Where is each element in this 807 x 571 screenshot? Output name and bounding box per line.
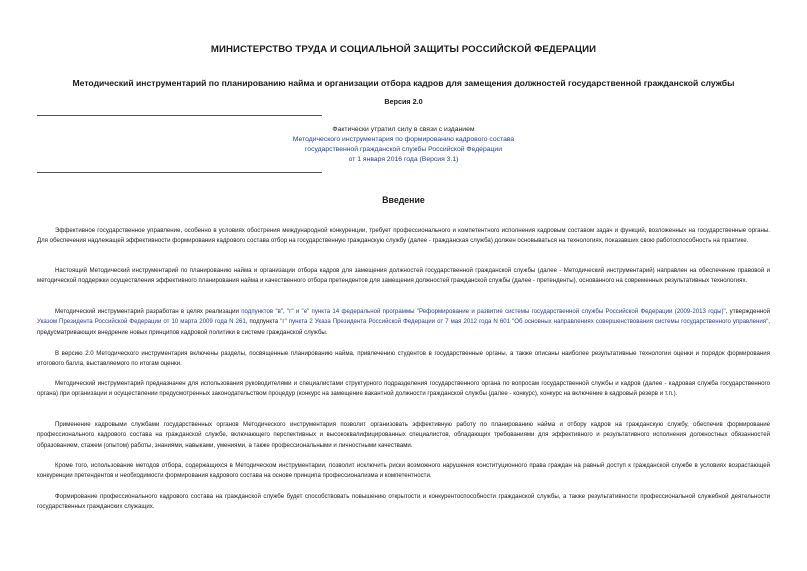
paragraph-5: Методический инструментарий предназначен для использования руководителями и специалистами структурного подразделения государственного органа по вопросам государственной службы и кадров (далее - кадровая служба государственного органа) при организации и осуществлении предусмотренных законодательством процедур (конкурс на замещение вакантной должности гражданской службы (далее - конкурс), конкурс на включение в кадровый резерв и т.п.). (37, 380, 770, 398)
paragraph-7: Кроме того, использование методов отбора, содержащихся в Методическом инструментарии, позволит исключить риски возможного нарушения конституционного права граждан на равный доступ к гражданской службе в условиях возрастающей конкуренции претендентов и необходимости формирования кадрового состава на основе принципа профессионализма и компетентности. (37, 462, 770, 480)
p3-text-c: , подпункта (245, 318, 281, 326)
note-link-line3[interactable]: от 1 января 2016 года (Версия 3.1) (348, 156, 459, 163)
note-text: Фактически утратил силу в связи с изданием (332, 126, 475, 133)
paragraph-1: Эффективное государственное управление, особенно в условиях обострения международной конкуренции, требует профессионального и компетентного исполнения кадровым составом задач и функций, возложенных на государственные органы. Для обеспечения надлежащей эффективности формирования кадрового состава отбор на государственную гражданскую службу (далее - гражданская служба) должен основываться на технологиях, показавших свою работоспособность на практике. (37, 227, 770, 245)
divider-top (37, 115, 322, 116)
note-link-line2[interactable]: государственной гражданской службы Российской Федерации (304, 146, 503, 153)
version-label: Версия 2.0 (384, 97, 423, 106)
program-link[interactable]: подпунктов "в", "г" и "е" пункта 14 федеральной программы "Реформирование и развитие системы государственной службы Российской Федерации (2009-2013 годы)" (241, 308, 726, 315)
paragraph-8: Формирование профессионального кадрового состава на гражданской службе будет способствовать повышению открытости и конкурентоспособности гражданской службы, а также результативности профессиональной служебной деятельности государственных гражданских служащих. (37, 493, 770, 511)
paragraph-6: Применение кадровыми службами государственных органов Методического инструментария позволит организовать эффективную работу по планированию найма и отбору кадров на гражданскую службу, обеспечив формирование профессионального кадрового состава на гражданской службе, включающего перспективных и высококвалифицированных специалистов, обладающих требованиями для эффективного и результативного исполнения должностных обязанностей образованием, стажем (опытом) работы, знаниями, навыками, умениями, а также профессиональными и личностными качествами. (37, 421, 770, 449)
document-title: Методический инструментарий по планированию найма и организации отбора кадров для замещения должностей государственной гражданской службы (72, 78, 735, 88)
note-link-line1[interactable]: Методического инструментария по формированию кадрового состава (292, 136, 515, 143)
divider-bottom (37, 172, 322, 173)
validity-note (230, 125, 577, 165)
decree-261-link[interactable]: Указом Президента Российской Федерации от 10 марта 2009 года N 261 (37, 318, 246, 326)
section-title: Введение (382, 195, 425, 205)
decree-601-link[interactable]: "г" пункта 2 Указа Президента Российской Федерации от 7 мая 2012 года N 601 "Об основных направлениях совершенствования системы государственного управления" (280, 318, 769, 326)
p3-text-b: , утвержденной (725, 308, 770, 315)
paragraph-4: В версию 2.0 Методического инструментария включены разделы, посвященные планированию найма, привлечению студентов в государственные органы, а также описаны наиболее результативные технологии оценки и порядок формирования итогового балла, выставляемого по итогам оценки. (37, 350, 770, 368)
paragraph-2: Настоящий Методический инструментарий по планированию найма и организации отбора кадров для замещения должностей государственной гражданской службы (далее - Методический инструментарий) направлен на обеспечение правовой и методической поддержки осуществления эффективного планирования найма и качественного отбора претендентов для замещения должностей гражданской службы (далее - претенденты), основанного на современных результативных технологиях. (37, 267, 770, 285)
ministry-heading: МИНИСТЕРСТВО ТРУДА И СОЦИАЛЬНОЙ ЗАЩИТЫ РОССИЙСКОЙ ФЕДЕРАЦИИ (210, 44, 597, 55)
p3-text-a: Методический инструментарий разработан в целях реализации (55, 308, 242, 315)
paragraph-3 (37, 307, 770, 338)
p3-text-d: , предусматривающих внедрение новых принципов кадровой политики в системе гражданской службы. (37, 318, 770, 336)
